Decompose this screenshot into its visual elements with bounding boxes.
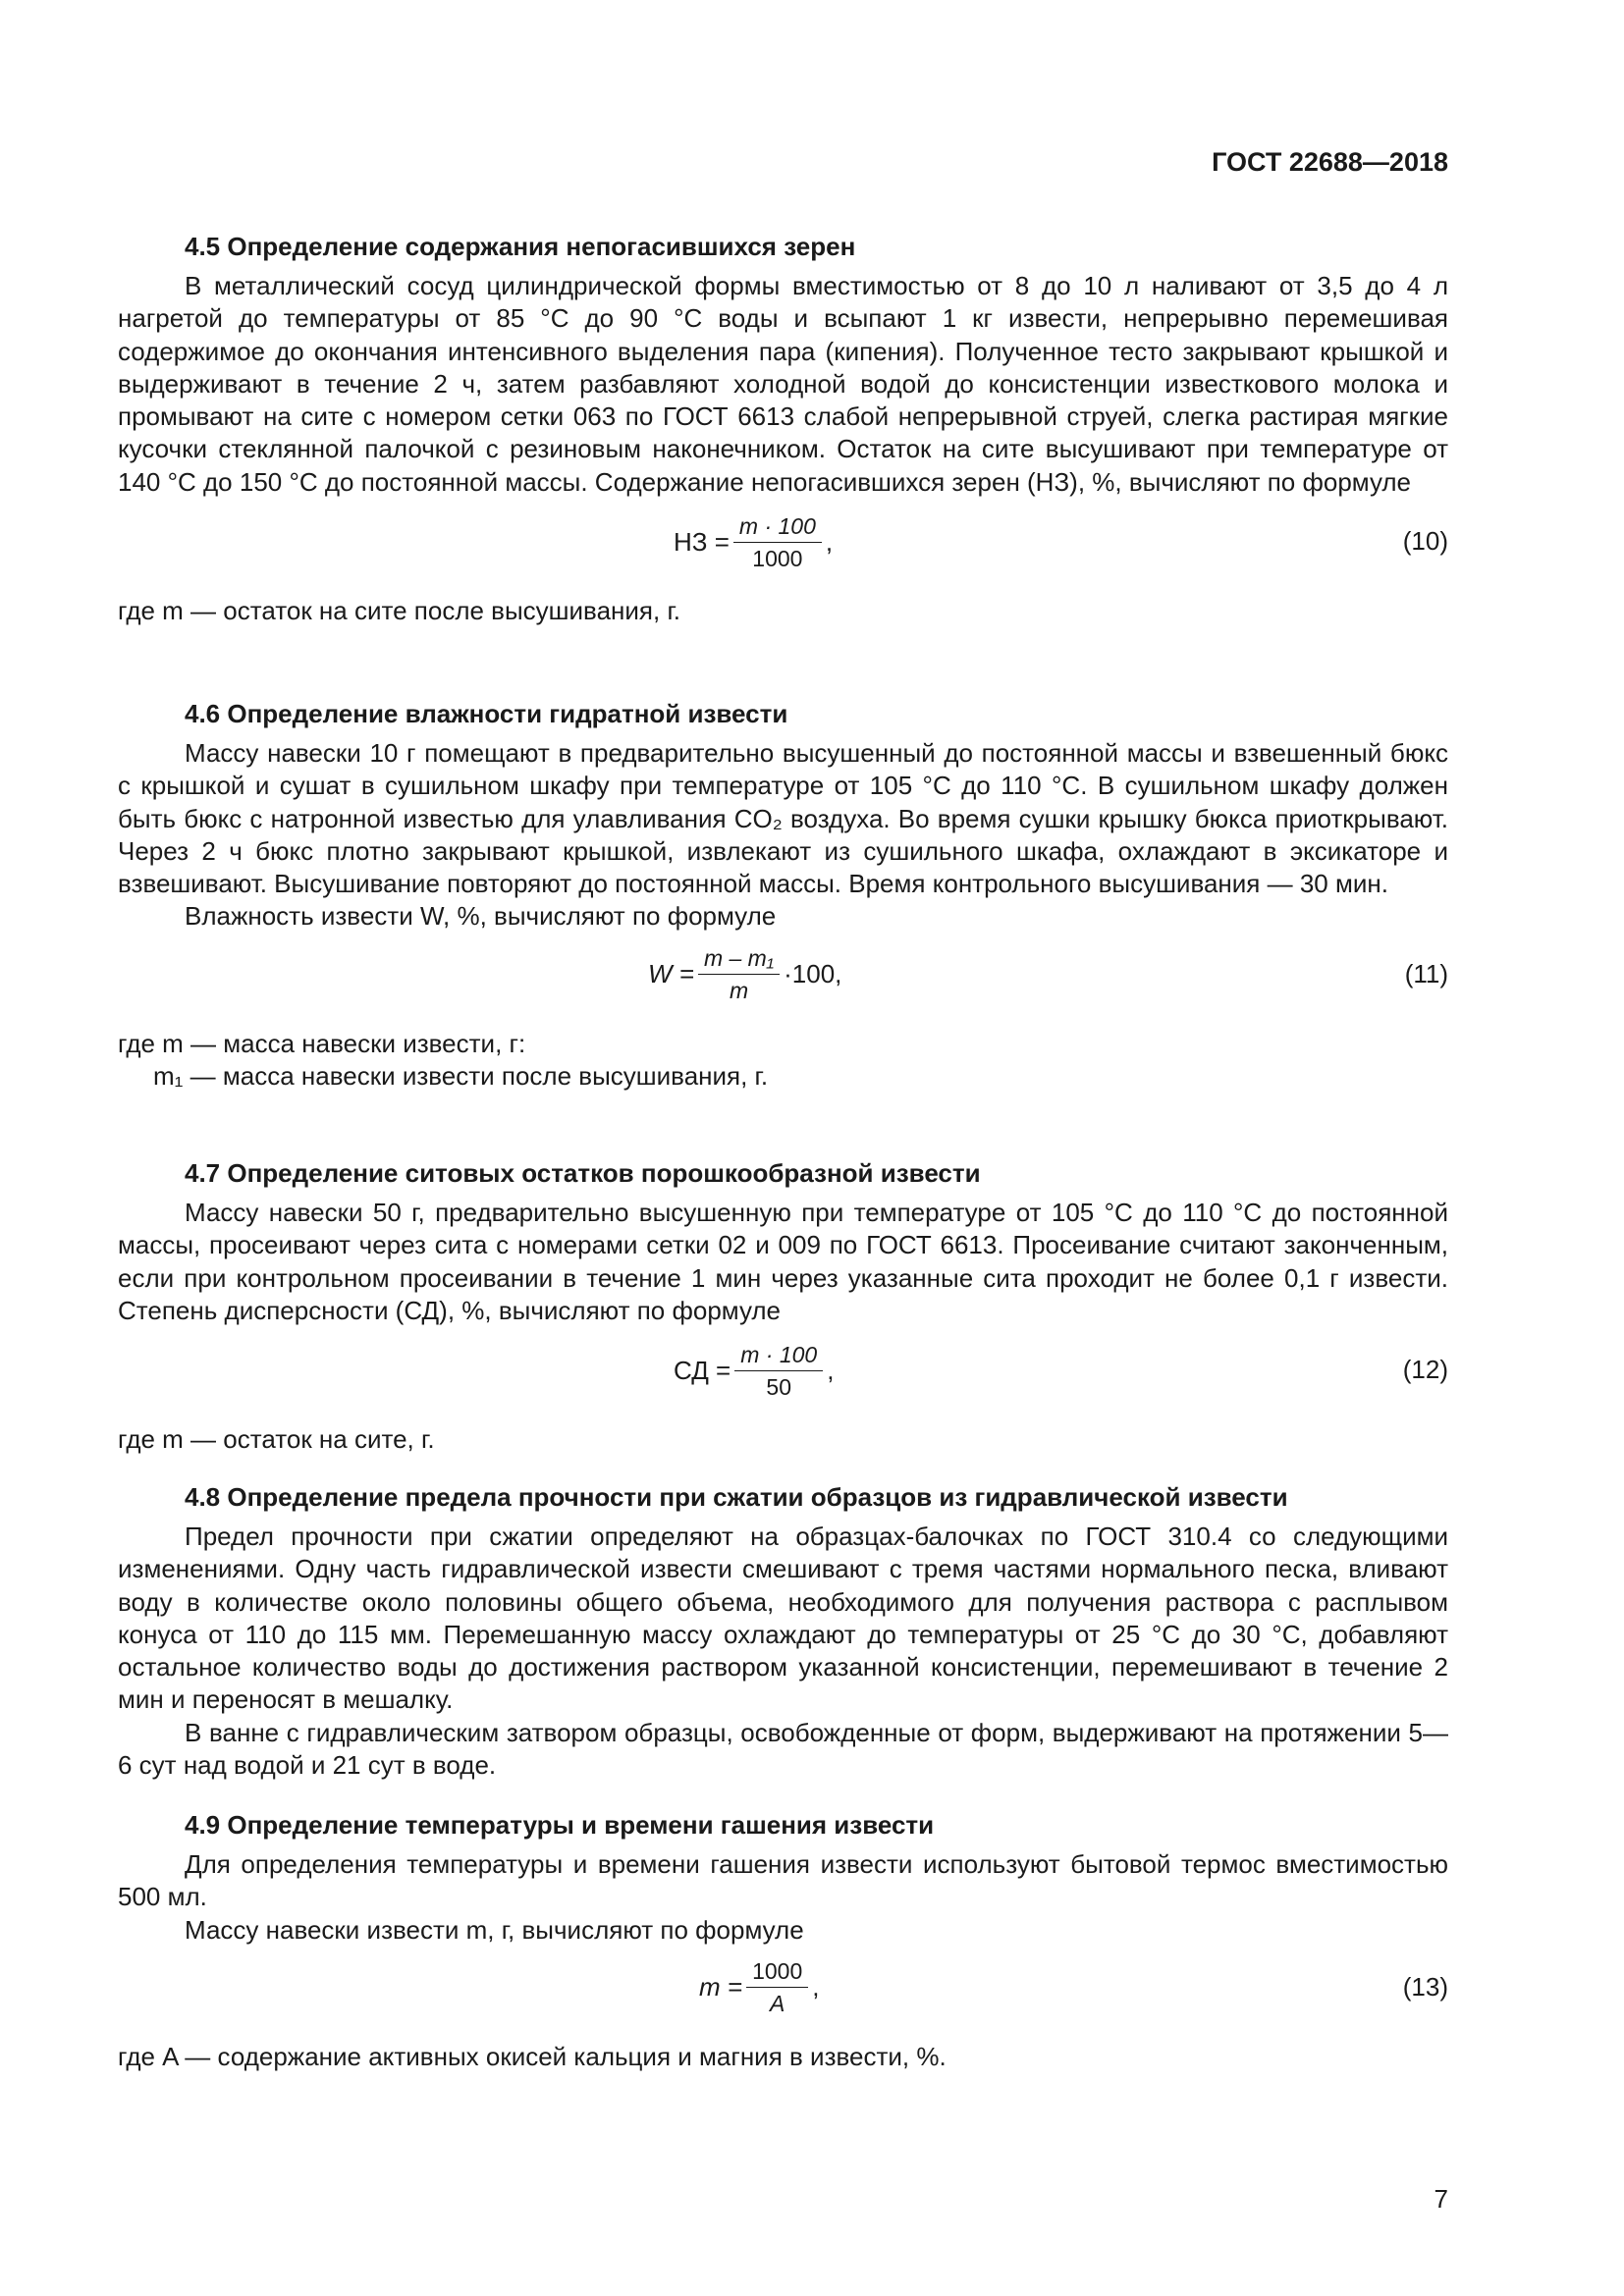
formula-number: (12) [1402,1355,1448,1385]
paragraph: В металлический сосуд цилиндрической формы вместимостью от 8 до 10 л наливают от 3,5 до 4 л нагретой до температуры от 85 °С до 90 °С воды и всыпают 1 кг извести, непрерывно перемешивая содержимое до окончания интенсивного выделения пара (кипения). Полученное тесто закрывают крышкой и выдерживают в течение 2 ч, затем разбавляют холодной водой до консистенции известкового молока и промывают на сите с номером сетки 063 по ГОСТ 6613 слабой непрерывной струей, слегка растирая мягкие кусочки стеклянной палочкой с резиновым наконечником. Остаток на сите высушивают при температуре от 140 °С до 150 °С до постоянной массы. Содержание непогасившихся зерен (НЗ), %, вычисляют по формуле [118,271,1448,497]
denominator: A [769,1991,785,2017]
numerator: m – m₁ [698,944,780,975]
formula-12 [118,1335,1448,1406]
fraction [734,1341,823,1401]
fraction [698,944,780,1004]
where-clause: где m — остаток на сите, г. [118,1424,435,1455]
fraction [746,1957,808,2017]
section-title: 4.8 Определение предела прочности при сжатии образцов из гидравлической извести [185,1482,1288,1512]
numerator: m · 100 [733,512,822,543]
formula-10 [118,507,1448,577]
paragraph: Для определения температуры и времени гашения извести используют бытовой термос вместимостью 500 мл. [118,1849,1448,1912]
fraction [733,512,822,572]
denominator: 50 [766,1373,792,1400]
formula-lhs: W = [648,959,694,989]
formula-13 [118,1952,1448,2023]
section-4-5 [118,228,1448,627]
where-clause: где m — масса навески извести, г: [118,1028,526,1058]
section-title: 4.9 Определение температуры и времени гашения извести [185,1810,935,1840]
document-page [118,0,1448,2296]
paragraph: Предел прочности при сжатии определяют на образцах-балочках по ГОСТ 310.4 со следующими изменениями. Одну часть гидравлической извести смешивают с тремя частями нормального песка, вливают воду в количестве около половины общего объема, необходимого для получения раствора с расплывом конуса от 110 до 115 мм. Перемешанную массу охлаждают до температуры от 25 °С до 30 °С, добавляют остальное количество воды до достижения раствором указанной консистенции, перемешивают в течение 2 мин и переносят в мешалку. [118,1522,1448,1715]
formula-lhs: НЗ = [674,526,730,557]
denominator: 1000 [752,545,803,571]
paragraph: Массу навески 50 г, предварительно высушенную при температуре от 105 °С до 110 °С до постоянной массы, просеивают через сита с номерами сетки 02 и 009 по ГОСТ 6613. Просеивание считают законченным, если при контрольном просеивании в течение 1 мин через указанные сита проходит не более 0,1 г извести. Степень дисперсности (СД), %, вычисляют по формуле [118,1198,1448,1325]
document-header: ГОСТ 22688—2018 [1212,147,1448,177]
formula-lhs: СД = [674,1355,731,1385]
formula-11 [118,939,1448,1010]
formula-number: (10) [1402,526,1448,557]
section-title: 4.6 Определение влажности гидратной извести [185,699,788,728]
paragraph: Массу навески извести m, г, вычисляют по формуле [185,1914,804,1945]
numerator: 1000 [746,1957,808,1988]
where-clause: m₁ — масса навески извести после высушивания, г. [153,1061,769,1092]
section-title: 4.5 Определение содержания непогасившихся зерен [185,232,856,261]
section-title: 4.7 Определение ситовых остатков порошкообразной извести [185,1158,981,1188]
where-clause: где A — содержание активных окисей кальция и магния в извести, %. [118,2041,947,2071]
page-number: 7 [1434,2184,1448,2214]
formula-number: (11) [1404,958,1448,988]
section-4-6 [118,695,1448,1093]
where-clause: где m — остаток на сите после высушивания, г. [118,596,680,626]
formula-lhs: m = [699,1972,743,2002]
section-4-8 [118,1478,1448,1782]
numerator: m · 100 [734,1341,823,1371]
section-4-9 [118,1806,1448,2073]
formula-number: (13) [1402,1971,1448,2002]
formula-tail: , [812,1972,820,2002]
paragraph: В ванне с гидравлическим затвором образцы, освобожденные от форм, выдерживают на протяжении 5—6 сут над водой и 21 сут в воде. [118,1717,1448,1781]
formula-tail: , [827,1355,835,1385]
formula-tail: , [825,526,834,557]
paragraph: Массу навески 10 г помещают в предварительно высушенный до постоянной массы и взвешенный бюкс с крышкой и сушат в сушильном шкафу при температуре от 105 °С до 110 °С. В сушильном шкафу должен быть бюкс с натронной известью для улавливания CO₂ воздуха. Во время сушки крышку бюкса приоткрывают. Через 2 ч бюкс плотно закрывают крышкой, извлекают из сушильного шкафа, охлаждают в эксикаторе и взвешивают. Высушивание повторяют до постоянной массы. Время контрольного высушивания — 30 мин. [118,738,1448,899]
paragraph: Влажность извести W, %, вычисляют по формуле [185,901,777,932]
formula-tail: ·100, [784,959,842,989]
denominator: m [729,978,749,1004]
section-4-7 [118,1154,1448,1456]
